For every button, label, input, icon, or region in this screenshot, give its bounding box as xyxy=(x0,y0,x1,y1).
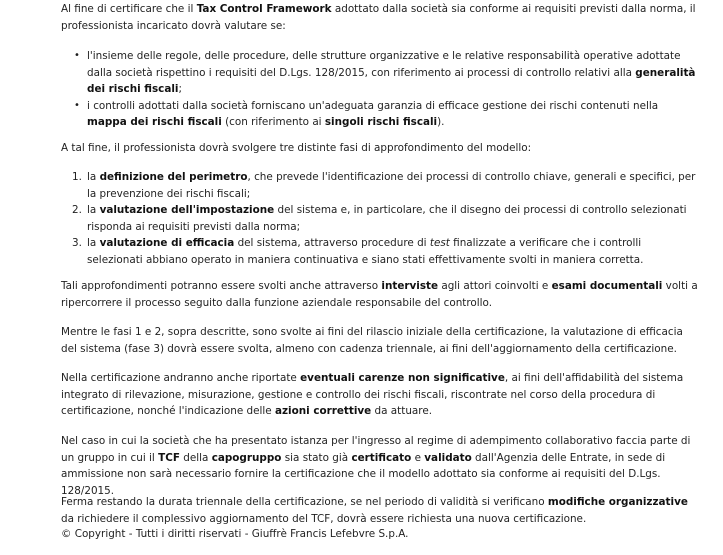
bold-text: singoli rischi fiscali xyxy=(324,116,438,128)
list-item xyxy=(72,169,699,202)
text-run: l'insieme delle regole, delle procedure, delle strutture organizzative e le relative responsabilità operative adottate dalla società rispettino i requisiti del D.Lgs. 128/2015, con riferimento ai processi di controllo relativi alla xyxy=(87,50,681,79)
text-run: sia stato già xyxy=(281,451,352,464)
bold-text: valutazione dell'impostazione xyxy=(99,204,275,216)
copyright-notice: © Copyright - Tutti i diritti riservati - Giuffrè Francis Lefebvre S.p.A. xyxy=(61,528,409,540)
list-item xyxy=(87,98,699,131)
text-run: (con riferimento ai xyxy=(221,116,325,128)
list-item xyxy=(87,48,699,98)
bold-text: azioni correttive xyxy=(274,405,372,417)
bold-text: generalità dei rischi fiscali xyxy=(87,66,696,95)
text-run: e xyxy=(411,451,425,464)
bold-text: esami documentali xyxy=(551,280,663,292)
text-run: , che prevede l'identificazione dei processi di controllo chiave, generali e specifici, per la prevenzione dei rischi fiscali; xyxy=(87,171,696,200)
text-run: agli attori coinvolti e xyxy=(438,280,552,292)
phases-timing-paragraph xyxy=(61,324,699,357)
text-run: ). xyxy=(437,116,445,128)
bold-text: eventuali carenze non significative xyxy=(300,372,505,384)
list-item xyxy=(72,202,699,235)
text-run: A tal fine, il professionista dovrà svolgere tre distinte fasi di approfondimento del modello: xyxy=(61,142,532,154)
list-number: 3. xyxy=(72,237,82,249)
text-run: Mentre le fasi 1 e 2, sopra descritte, sono svolte ai fini del rilascio iniziale della certificazione, la valutazione di efficacia del sistema (fase 3) dovrà essere svolta, almeno con cadenza triennale, ai fini dell'aggiornamento della certificazione. xyxy=(61,326,683,355)
bold-text: certificato xyxy=(351,451,412,464)
group-paragraph xyxy=(61,433,699,499)
text-run: del sistema e, in particolare, che il disegno dei processi di controllo selezionati risponda ai requisiti previsti dalla norma; xyxy=(87,204,687,233)
bold-text: definizione del perimetro xyxy=(99,171,248,183)
list-number: 2. xyxy=(72,204,82,216)
list-number: 1. xyxy=(72,171,82,183)
deficiencies-paragraph xyxy=(61,370,699,420)
text-run: Al fine di certificare che il xyxy=(61,3,197,15)
text-run: volti a ripercorrere il processo seguito dalla funzione aziendale responsabile del controllo. xyxy=(61,280,698,309)
text-run: adottato dalla società sia conforme ai requisiti previsti dalla norma, il professionista incaricato dovrà valutare se: xyxy=(61,3,696,32)
bold-text: validato xyxy=(424,451,472,464)
list-item-text xyxy=(87,204,687,233)
criteria-list xyxy=(61,48,699,131)
modifications-paragraph xyxy=(61,494,699,527)
text-run: , ai fini dell'affidabilità del sistema integrato di rilevazione, misurazione, gestione e controllo dei rischi fiscali, riscontrate nel corso della procedura di certificazione, nonché l'indicazione delle xyxy=(61,372,684,417)
bold-text: mappa dei rischi fiscali xyxy=(87,116,222,128)
italic-text: test xyxy=(429,237,450,249)
text-run: della xyxy=(179,451,212,464)
text-run: i controlli adottati dalla società forniscano un'adeguata garanzia di efficace gestione dei rischi contenuti nella xyxy=(87,99,659,112)
phases-intro-paragraph xyxy=(61,140,699,157)
list-item-text xyxy=(87,237,643,266)
bold-text: modifiche organizzative xyxy=(547,496,688,508)
intro-paragraph xyxy=(61,1,699,34)
text-run: del sistema, attraverso procedure di xyxy=(234,237,430,249)
text-run: finalizzate a verificare che i controlli selezionati abbiano operato in maniera continuativa e siano stati effettivamente svolti in maniera corretta. xyxy=(87,237,644,266)
phases-list xyxy=(61,169,699,268)
text-run: ; xyxy=(178,83,182,95)
list-item-text xyxy=(87,171,695,200)
text-run: Tali approfondimenti potranno essere svolti anche attraverso xyxy=(61,280,382,292)
text-run: la xyxy=(87,204,100,216)
text-run: Nel caso in cui la società che ha presentato istanza per l'ingresso al regime di adempimento collaborativo faccia parte di un gruppo in cui il xyxy=(61,435,691,464)
text-run: da attuare. xyxy=(371,405,433,417)
bold-text: interviste xyxy=(381,280,439,292)
bold-text: Tax Control Framework xyxy=(196,3,332,15)
text-run: Nella certificazione andranno anche riportate xyxy=(61,372,301,384)
text-run: la xyxy=(87,171,100,183)
text-run: da richiedere il complessivo aggiornamento del TCF, dovrà essere richiesta una nuova certificazione. xyxy=(61,512,587,525)
interviews-paragraph xyxy=(61,278,699,311)
bold-text: valutazione di efficacia xyxy=(99,237,235,249)
text-run: la xyxy=(87,237,100,249)
bold-text: capogruppo xyxy=(211,451,282,464)
bold-text: TCF xyxy=(158,451,180,464)
text-run: Ferma restando la durata triennale della certificazione, se nel periodo di validità si verificano xyxy=(61,496,548,508)
text-run: dall'Agenzia delle Entrate, in sede di ammissione non sarà necessario fornire la certificazione che il modello adottato sia conforme ai requisiti del D.Lgs. 128/2015. xyxy=(61,451,666,497)
list-item xyxy=(72,235,699,268)
